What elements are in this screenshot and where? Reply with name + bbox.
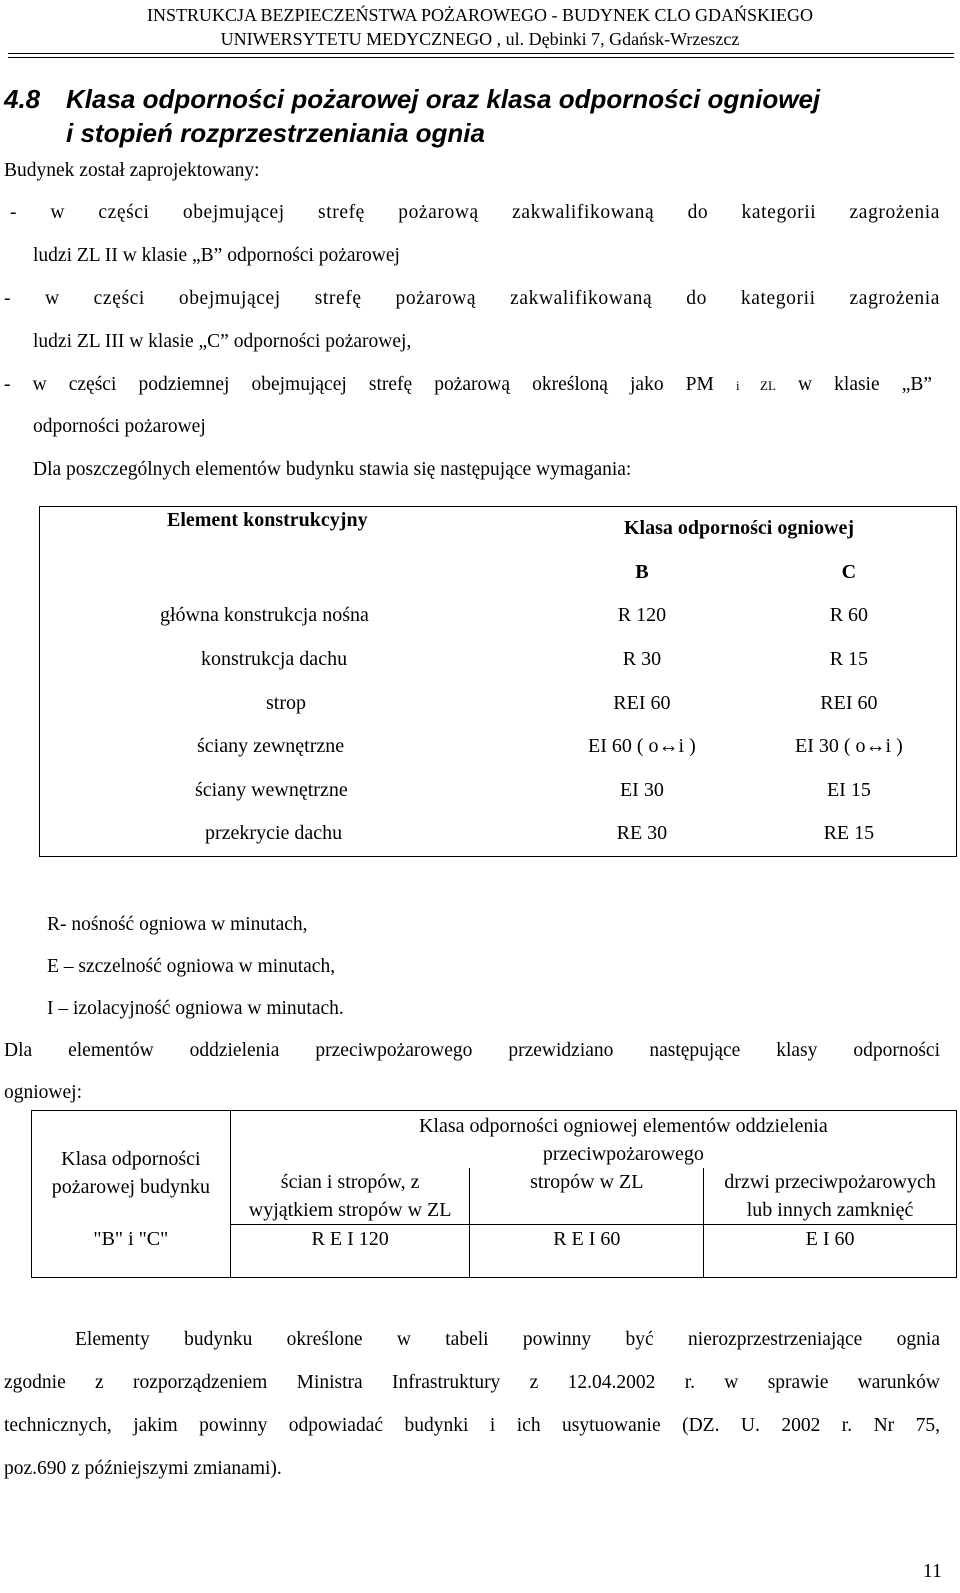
row-value-c: R 15 <box>829 648 869 671</box>
row-value-c: RE 15 <box>823 822 875 845</box>
row-value-b: R 30 <box>622 648 662 671</box>
row-value-c: EI 30 ( o↔i ) <box>795 735 903 758</box>
bullet-3-small-text: i ZL <box>735 378 776 393</box>
closing-line-4: poz.690 z późniejszymi zmianami). <box>4 1458 282 1479</box>
table2-header-row <box>32 1111 957 1169</box>
legend-e: E – szczelność ogniowa w minutach, <box>47 956 336 977</box>
header-doors: drzwi przeciwpożarowych lub innych zamknięć <box>704 1168 957 1225</box>
table-row <box>40 681 957 725</box>
header-walls-floors: ścian i stropów, z wyjątkiem stropów w ZL <box>230 1168 470 1225</box>
row-value-b: EI 30 <box>619 778 664 801</box>
bullet-3-line-2: odporności pożarowej <box>33 416 206 437</box>
header-rule <box>8 53 954 54</box>
separation-text-line-2: ogniowej: <box>4 1082 82 1103</box>
row-element: ściany wewnętrzne <box>195 778 348 801</box>
legend-r: R- nośność ogniowa w minutach, <box>47 914 308 935</box>
header-col-b: B <box>635 560 649 583</box>
page-number: 11 <box>922 1560 942 1582</box>
section-heading <box>4 82 820 116</box>
header-col-c: C <box>841 560 857 583</box>
bullet-3-class: w klasie „B” <box>797 374 933 395</box>
section-number: 4.8 <box>4 84 41 114</box>
row-floors-zl: R E I 60 <box>470 1225 704 1278</box>
legend-i: I – izolacyjność ogniowa w minutach. <box>47 998 344 1019</box>
header-class: Klasa odporności ogniowej <box>624 517 855 540</box>
bullet-3-line-1 <box>4 372 932 399</box>
row-element: ściany zewnętrzne <box>197 735 345 758</box>
row-value-c: REI 60 <box>820 691 878 714</box>
header-element: Element konstrukcyjny <box>167 509 368 531</box>
row-building-class: "B" i "C" <box>32 1225 231 1278</box>
table-row <box>40 638 957 682</box>
row-element: główna konstrukcja nośna <box>160 604 369 627</box>
row-element: strop <box>266 691 306 714</box>
fire-resistance-table <box>39 506 957 857</box>
bullet-1-line-2: ludzi ZL II w klasie „B” odporności pożarowej <box>33 245 400 266</box>
table-row <box>40 725 957 769</box>
separation-class-table <box>31 1110 957 1278</box>
row-value-c: R 60 <box>829 604 869 627</box>
header-building-class: Klasa odporności pożarowej budynku <box>32 1111 231 1225</box>
separation-text-line-1: Dla elementów oddzielenia przeciwpożarowego przewidziano następujące klasy odporności <box>4 1040 940 1061</box>
row-value-b: R 120 <box>617 604 667 627</box>
bullet-1-line-1: - w części obejmującej strefę pożarową zakwalifikowaną do kategorii zagrożenia <box>10 202 940 223</box>
table-row <box>40 594 957 638</box>
bullet-2-line-2: ludzi ZL III w klasie „C” odporności pożarowej, <box>33 331 412 352</box>
row-walls-floors: R E I 120 <box>230 1225 470 1278</box>
table-row <box>40 812 957 856</box>
section-title-line-1: Klasa odporności pożarowej oraz klasa odporności ogniowej <box>66 84 821 114</box>
section-title-line-2: i stopień rozprzestrzeniania ognia <box>66 118 485 148</box>
table-row <box>40 769 957 813</box>
table-row <box>32 1225 957 1278</box>
row-value-c: EI 15 <box>826 778 871 801</box>
row-element: przekrycie dachu <box>205 822 343 845</box>
header-group: Klasa odporności ogniowej elementów oddzielenia przeciwpożarowego <box>230 1111 956 1169</box>
table-header-row <box>40 507 957 551</box>
bullet-3-text: - w części podziemnej obejmującej strefę pożarową określoną jako PM <box>4 374 714 395</box>
header-line-2: UNIWERSYTETU MEDYCZNEGO , ul. Dębinki 7, Gdańsk-Wrzeszcz <box>220 29 740 49</box>
row-value-b: RE 30 <box>616 822 668 845</box>
closing-line-2: zgodnie z rozporządzeniem Ministra Infrastruktury z 12.04.2002 r. w sprawie warunków <box>4 1372 940 1393</box>
closing-line-3: technicznych, jakim powinny odpowiadać budynki i ich usytuowanie (DZ. U. 2002 r. Nr 75, <box>4 1415 940 1436</box>
header-rule-thin <box>8 57 954 58</box>
row-doors: E I 60 <box>704 1225 957 1278</box>
header-line-1: INSTRUKCJA BEZPIECZEŃSTWA POŻAROWEGO - BUDYNEK CLO GDAŃSKIEGO <box>147 5 813 25</box>
closing-line-1: Elementy budynku określone w tabeli powinny być nierozprzestrzeniające ognia <box>75 1329 940 1350</box>
intro-text: Budynek został zaprojektowany: <box>4 160 260 181</box>
row-value-b: REI 60 <box>613 691 671 714</box>
row-value-b: EI 60 ( o↔i ) <box>588 735 696 758</box>
header-floors-zl: stropów w ZL <box>470 1168 704 1225</box>
requirements-text: Dla poszczególnych elementów budynku stawia się następujące wymagania: <box>33 459 632 480</box>
row-element: konstrukcja dachu <box>201 648 348 671</box>
bullet-2-line-1: - w części obejmującej strefę pożarową zakwalifikowaną do kategorii zagrożenia <box>4 288 940 309</box>
